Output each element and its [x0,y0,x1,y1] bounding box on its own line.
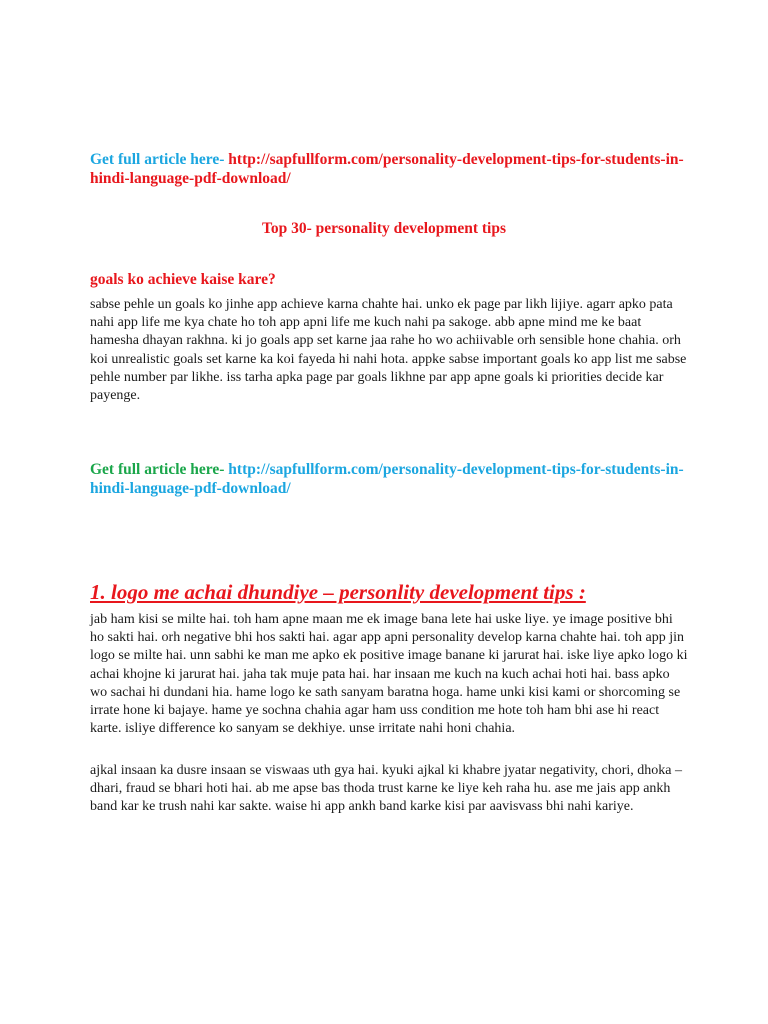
article-link-block-2 [90,460,690,498]
article-url-link[interactable]: http://sapfullform.com/personality-development-tips-for-students-in-hindi-language-pdf-download/ [90,461,684,497]
section-paragraph-1a: jab ham kisi se milte hai. toh ham apne maan me ek image bana lete hai uske liye. ye image positive bhi ho sakti hai. orh negative bhi hos sakti hai. agar app apni personality develop karna chahte hai. toh app jin logo se milte hai. unn sabhi ke man me apko ek positive image banane ki jarurat hai. iske liye apko logo ki achai khojne ki jarurat hai. jaha tak muje pata hai. har insaan me kuch na kuch achai hoti hai. bass apko wo sachai hi dundani hia. hame logo ke sath sanyam baratna hoga. hame unki kisi kami or shorcoming se irrate hone ki bajaye. hame ye sochna chahia agar ham uss condition me hote toh ham bhi ase hi react karte. isliye difference ko sanyam se dekhiye. unse irritate nahi honi chahia. [90,612,688,737]
section-paragraph-goals: sabse pehle un goals ko jinhe app achieve karna chahte hai. unko ek page par likh lijiye. agarr apko pata nahi app life me kya chate ho toh app apni life me kuch nahi pa sakoge. abb apne mind me ke baat hamesha dhayan rakhna. ki jo goals app set karne jaa rahe ho wo achiivable orh sensible hone chahia. orh koi unrealistic goals set karne ka koi fayeda hi nahi hota. appke sabse important goals ko app list me sabse pehle number par likhe. iss tarha apka page par goals likhne par app apne goals ki priorities decide kar payenge. [90,297,687,404]
link-lead-text: Get full article here- [90,151,225,168]
article-url-link[interactable]: http://sapfullform.com/personality-development-tips-for-students-in-hindi-language-pdf-download/ [90,151,684,187]
page-title: Top 30- personality development tips [261,220,506,237]
section-paragraph-1b: ajkal insaan ka dusre insaan se viswaas uth gya hai. kyuki ajkal ki khabre jyatar negativity, chori, dhoka – dhari, fraud se bhari hoti hai. ab me apse bas thoda trust karne ke liye keh raha hu. ase me jais app ankh band kar ke trush nahi kar sakte. waise hi app ankh band karke kisi par aavisvass bhi nahi kariye. [90,763,682,815]
section-heading-goals: goals ko achieve kaise kare? [90,271,276,288]
article-link-block-1 [90,150,690,188]
link-lead-text: Get full article here- [90,461,225,478]
section-heading-1: 1. logo me achai dhundiye – personlity development tips : [90,580,586,604]
